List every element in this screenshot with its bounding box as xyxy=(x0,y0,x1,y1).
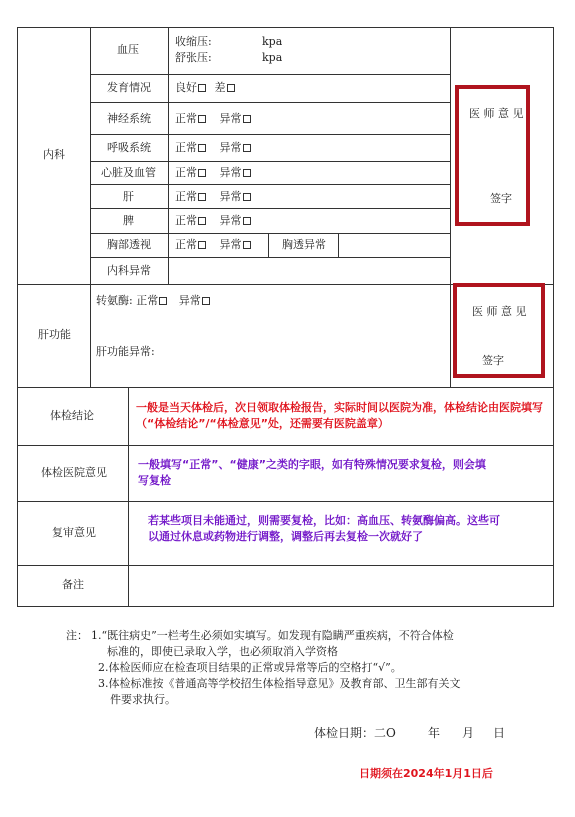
col-line-d xyxy=(268,233,269,257)
checkbox[interactable] xyxy=(198,115,206,123)
remarks-label: 备注 xyxy=(62,578,84,591)
row-line xyxy=(90,74,450,75)
liver-abnormal-label: 肝功能异常: xyxy=(96,345,155,358)
table-top-border xyxy=(17,27,554,28)
internal-abnormal-label: 内科异常 xyxy=(107,264,151,277)
checkbox[interactable] xyxy=(243,217,251,225)
diastolic-unit: kpa xyxy=(262,51,283,64)
option-abnormal: 异常 xyxy=(219,166,242,179)
col-line-c xyxy=(450,27,451,387)
checkbox[interactable] xyxy=(227,84,235,92)
alt-abnormal: 异常 xyxy=(178,294,201,307)
review-label: 复审意见 xyxy=(52,526,96,539)
systolic-label: 收缩压: xyxy=(175,35,212,48)
option-abnormal: 异常 xyxy=(219,141,242,154)
alt-normal: 转氨酶: 正常 xyxy=(96,294,159,307)
checkbox[interactable] xyxy=(198,241,206,249)
row-label: 心脏及血管 xyxy=(101,166,156,179)
section-line xyxy=(17,387,554,388)
option-abnormal: 异常 xyxy=(219,190,242,203)
section-line xyxy=(17,565,554,566)
option-normal: 正常 xyxy=(175,141,197,154)
row-options xyxy=(175,214,251,228)
row-options xyxy=(175,112,251,126)
checkbox[interactable] xyxy=(243,193,251,201)
checkbox[interactable] xyxy=(243,241,251,249)
row-options xyxy=(175,190,251,204)
table-right-border xyxy=(553,27,554,607)
row-line xyxy=(90,161,450,162)
systolic-unit: kpa xyxy=(262,35,283,48)
date-label: 体检日期：二O xyxy=(314,726,396,740)
row-line xyxy=(90,257,450,258)
conclusion-label: 体检结论 xyxy=(50,409,94,422)
bp-label: 血压 xyxy=(117,43,139,56)
checkbox[interactable] xyxy=(202,297,210,305)
option-normal: 正常 xyxy=(175,112,197,125)
row-label: 呼吸系统 xyxy=(107,141,151,154)
row-line xyxy=(90,102,450,103)
col-line-f xyxy=(128,387,129,607)
date-year: 年 xyxy=(428,726,441,740)
conclusion-annotation: 一般是当天体检后，次日领取体检报告，实际时间以医院为准，体检结论由医院填写（“体检结论”/“体检意见”处，还需要有医院盖章） xyxy=(136,401,543,430)
col-line-a xyxy=(90,27,91,387)
option-normal: 正常 xyxy=(175,190,197,203)
row-options xyxy=(175,166,251,180)
internal-section-label: 内科 xyxy=(43,148,65,161)
diastolic-label: 舒张压: xyxy=(175,51,212,64)
section-line xyxy=(17,445,554,446)
doctor-opinion-label: 医 师 意 见 xyxy=(469,107,524,120)
section-line xyxy=(17,501,554,502)
date-annotation: 日期须在2024年1月1日后 xyxy=(359,767,493,780)
option-poor: 差 xyxy=(214,81,226,94)
row-line xyxy=(90,184,450,185)
notes-prefix: 注： xyxy=(66,629,88,642)
date-day: 日 xyxy=(493,726,506,740)
checkbox[interactable] xyxy=(198,84,206,92)
checkbox[interactable] xyxy=(198,144,206,152)
review-annotation: 若某些项目未能通过，则需要复检，比如：高血压、转氨酶偏高。这些可以通过休息或药物进行调整，调整后再去复检一次就好了 xyxy=(148,514,500,543)
note-3b: 件要求执行。 xyxy=(110,693,176,706)
row-options xyxy=(175,238,251,252)
checkbox[interactable] xyxy=(159,297,167,305)
note-3a: 3.体检标准按《普通高等学校招生体检指导意见》及教育部、卫生部有关文 xyxy=(98,677,461,690)
row-label: 胸部透视 xyxy=(107,238,151,251)
hospital-opinion-annotation: 一般填写“正常”、“健康”之类的字眼，如有特殊情况要求复检，则会填写复检 xyxy=(138,458,486,487)
row-label: 发育情况 xyxy=(107,81,151,94)
checkbox[interactable] xyxy=(243,169,251,177)
checkbox[interactable] xyxy=(198,217,206,225)
col-line-b xyxy=(168,27,169,284)
alt-row xyxy=(96,294,210,308)
row-line xyxy=(90,134,450,135)
row-label: 肝 xyxy=(123,190,134,203)
table-bottom-border xyxy=(17,606,554,607)
liver-section-label: 肝功能 xyxy=(38,328,71,341)
col-line-e xyxy=(338,233,339,257)
checkbox[interactable] xyxy=(198,193,206,201)
doctor-opinion-label: 医 师 意 见 xyxy=(472,305,527,318)
row-line xyxy=(90,208,450,209)
checkbox[interactable] xyxy=(243,115,251,123)
signature-label: 签字 xyxy=(482,354,504,367)
checkbox[interactable] xyxy=(198,169,206,177)
row-label: 神经系统 xyxy=(107,112,151,125)
note-1b: 标准的，即使已录取入学，也必须取消入学资格 xyxy=(107,645,338,658)
option-normal: 正常 xyxy=(175,238,197,251)
option-normal: 正常 xyxy=(175,166,197,179)
note-1a: 1.“既往病史”一栏考生必须如实填写。如发现有隐瞒严重疾病，不符合体检 xyxy=(91,629,454,642)
table-left-border xyxy=(17,27,18,607)
row-label: 脾 xyxy=(123,214,134,227)
option-normal: 正常 xyxy=(175,214,197,227)
checkbox[interactable] xyxy=(243,144,251,152)
option-good: 良好 xyxy=(175,81,197,94)
row-line xyxy=(90,233,450,234)
option-abnormal: 异常 xyxy=(219,238,242,251)
row-options xyxy=(175,141,251,155)
chest-xray-abnormal-label: 胸透异常 xyxy=(282,238,326,251)
option-abnormal: 异常 xyxy=(219,214,242,227)
signature-label: 签字 xyxy=(490,192,512,205)
note-2: 2.体检医师应在检查项目结果的正常或异常等后的空格打“√”。 xyxy=(98,661,402,674)
option-abnormal: 异常 xyxy=(219,112,242,125)
row-options xyxy=(175,81,235,95)
hospital-opinion-label: 体检医院意见 xyxy=(41,466,107,479)
date-month: 月 xyxy=(462,726,475,740)
